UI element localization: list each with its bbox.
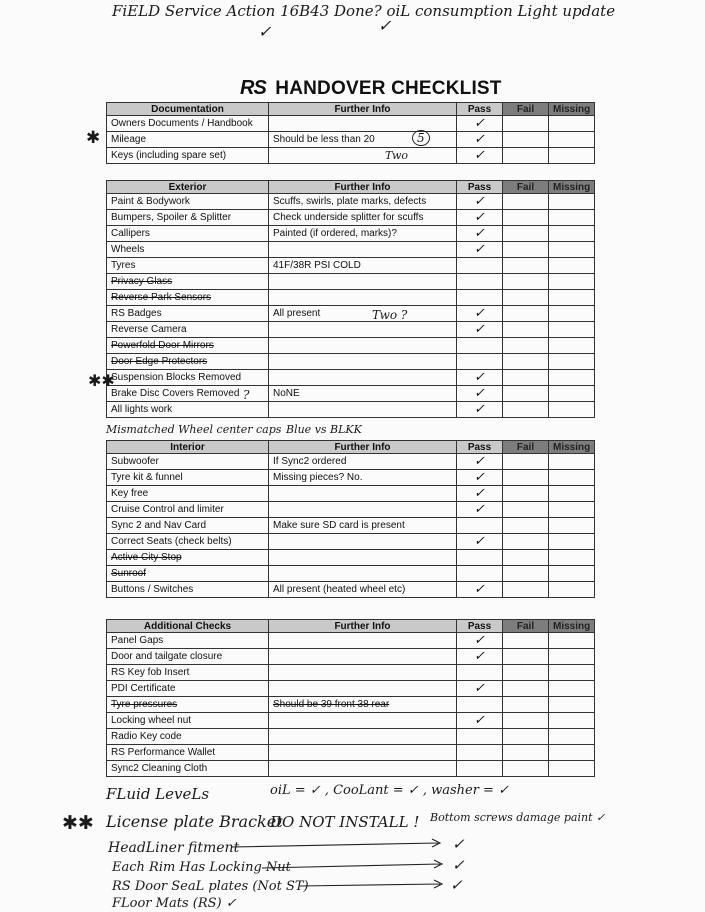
fail-header: Fail (503, 441, 549, 454)
badges-annotation: Two ? (372, 308, 408, 322)
headliner-note: HeadLiner fitment (108, 840, 240, 856)
header-handwritten-note: FiELD Service Action 16B43 Done? oiL consumption Light update (112, 2, 616, 20)
item-cell: Mileage (107, 132, 269, 148)
further-info-cell (269, 681, 457, 697)
fail-cell (503, 274, 549, 290)
table-row (107, 148, 595, 164)
table-row (107, 633, 595, 649)
further-info-cell (269, 486, 457, 502)
pass-cell (457, 550, 503, 566)
item-cell: Sunroof (107, 566, 269, 582)
fail-cell (503, 210, 549, 226)
missing-cell (549, 697, 595, 713)
missing-cell (549, 713, 595, 729)
further-info-cell (269, 274, 457, 290)
item-cell: Suspension Blocks Removed (107, 370, 269, 386)
blue-vs-black-note: Blue vs BLKK (286, 423, 362, 436)
table-header-row (107, 620, 595, 633)
section-heading: Additional Checks (107, 620, 269, 633)
further-info-cell: Missing pieces? No. (269, 470, 457, 486)
pass-cell (457, 745, 503, 761)
fail-cell (503, 454, 549, 470)
item-cell: Door Edge Protectors (107, 354, 269, 370)
further-info-cell: Painted (if ordered, marks)? (269, 226, 457, 242)
section-heading: Exterior (107, 181, 269, 194)
mileage-star-annotation: ✱ (86, 128, 101, 148)
item-cell: Tyres (107, 258, 269, 274)
fail-cell (503, 713, 549, 729)
pass-cell (457, 258, 503, 274)
pass-cell: ✓ (457, 582, 503, 598)
missing-cell (549, 502, 595, 518)
table-row (107, 338, 595, 354)
item-cell: Callipers (107, 226, 269, 242)
missing-header: Missing (549, 441, 595, 454)
further-info-header: Further Info (269, 441, 457, 454)
missing-cell (549, 470, 595, 486)
documentation-table (106, 102, 595, 164)
item-cell: Sync2 Cleaning Cloth (107, 761, 269, 777)
table-row (107, 582, 595, 598)
pass-cell: ✓ (457, 534, 503, 550)
further-info-cell (269, 370, 457, 386)
pass-cell (457, 274, 503, 290)
fail-cell (503, 486, 549, 502)
table-row (107, 534, 595, 550)
table-row (107, 386, 595, 402)
pass-cell: ✓ (457, 370, 503, 386)
item-cell: Tyre kit & funnel (107, 470, 269, 486)
missing-header: Missing (549, 620, 595, 633)
fail-cell (503, 242, 549, 258)
fail-cell (503, 502, 549, 518)
pass-cell (457, 729, 503, 745)
table-row (107, 226, 595, 242)
fail-cell (503, 649, 549, 665)
table-row (107, 681, 595, 697)
fail-cell (503, 582, 549, 598)
pass-cell: ✓ (457, 306, 503, 322)
further-info-cell: If Sync2 ordered (269, 454, 457, 470)
missing-cell (549, 338, 595, 354)
further-info-cell: All present (269, 306, 457, 322)
pass-cell: ✓ (457, 322, 503, 338)
pass-cell (457, 665, 503, 681)
fail-header: Fail (503, 181, 549, 194)
further-info-cell: Should be 39 front 38 rear (269, 697, 457, 713)
item-cell: Reverse Camera (107, 322, 269, 338)
table-row (107, 761, 595, 777)
fail-cell (503, 322, 549, 338)
item-cell: Owners Documents / Handbook (107, 116, 269, 132)
door-seal-note: RS Door SeaL plates (Not ST) (112, 879, 309, 894)
pass-cell: ✓ (457, 502, 503, 518)
further-info-cell: All present (heated wheel etc) (269, 582, 457, 598)
fail-cell (503, 761, 549, 777)
missing-cell (549, 386, 595, 402)
further-info-cell: 41F/38R PSI COLD (269, 258, 457, 274)
table-row (107, 454, 595, 470)
exterior-table (106, 180, 595, 418)
item-cell: Wheels (107, 242, 269, 258)
pass-cell: ✓ (457, 226, 503, 242)
suspension-star-annotation: ✱✱ (88, 371, 115, 390)
table-row (107, 354, 595, 370)
fail-cell (503, 258, 549, 274)
table-row (107, 290, 595, 306)
missing-cell (549, 370, 595, 386)
further-info-cell (269, 290, 457, 306)
pass-cell (457, 518, 503, 534)
further-info-cell (269, 550, 457, 566)
missing-cell (549, 306, 595, 322)
further-info-cell (269, 633, 457, 649)
keys-annotation: Two (385, 149, 408, 162)
bottom-screws-note: Bottom screws damage paint ✓ (430, 811, 606, 824)
fail-cell (503, 148, 549, 164)
fail-cell (503, 194, 549, 210)
further-info-cell (269, 338, 457, 354)
missing-cell (549, 761, 595, 777)
pass-cell: ✓ (457, 454, 503, 470)
item-cell: RS Key fob Insert (107, 665, 269, 681)
table-row (107, 132, 595, 148)
arrow-check-mark: ✓ (450, 876, 463, 894)
table-row (107, 370, 595, 386)
table-row (107, 566, 595, 582)
missing-cell (549, 290, 595, 306)
missing-cell (549, 242, 595, 258)
table-row (107, 697, 595, 713)
fail-cell (503, 354, 549, 370)
pass-header: Pass (457, 441, 503, 454)
fail-cell (503, 402, 549, 418)
further-info-cell (269, 534, 457, 550)
item-cell: Sync 2 and Nav Card (107, 518, 269, 534)
table-row (107, 649, 595, 665)
missing-cell (549, 633, 595, 649)
missing-cell (549, 322, 595, 338)
missing-cell (549, 194, 595, 210)
item-cell: All lights work (107, 402, 269, 418)
missing-cell (549, 132, 595, 148)
pass-cell: ✓ (457, 386, 503, 402)
section-heading: Interior (107, 441, 269, 454)
item-cell: Privacy Glass (107, 274, 269, 290)
fail-cell (503, 681, 549, 697)
missing-cell (549, 148, 595, 164)
mileage-value-annotation (412, 130, 430, 146)
missing-cell (549, 274, 595, 290)
item-cell: Buttons / Switches (107, 582, 269, 598)
item-cell: Powerfold Door Mirrors (107, 338, 269, 354)
table-row (107, 665, 595, 681)
item-cell: Reverse Park Sensors (107, 290, 269, 306)
missing-cell (549, 518, 595, 534)
item-cell: PDI Certificate (107, 681, 269, 697)
pass-cell (457, 761, 503, 777)
missing-cell (549, 566, 595, 582)
footer-stars: ✱✱ (62, 812, 94, 834)
further-info-cell (269, 354, 457, 370)
further-info-cell (269, 713, 457, 729)
item-cell: Key free (107, 486, 269, 502)
pass-cell: ✓ (457, 210, 503, 226)
pass-header: Pass (457, 181, 503, 194)
interior-table (106, 440, 595, 598)
table-row (107, 306, 595, 322)
fail-cell (503, 534, 549, 550)
pass-cell: ✓ (457, 194, 503, 210)
arrow-check-mark: ✓ (452, 856, 465, 874)
item-cell: RS Badges (107, 306, 269, 322)
item-cell: Tyre pressures (107, 697, 269, 713)
further-info-cell (269, 242, 457, 258)
fail-cell (503, 116, 549, 132)
further-info-cell (269, 502, 457, 518)
further-info-cell (269, 148, 457, 164)
further-info-cell (269, 649, 457, 665)
item-cell: Locking wheel nut (107, 713, 269, 729)
table-header-row (107, 103, 595, 116)
pass-cell: ✓ (457, 681, 503, 697)
fail-cell (503, 370, 549, 386)
pass-cell (457, 697, 503, 713)
further-info-cell: NoNE (269, 386, 457, 402)
pass-cell: ✓ (457, 402, 503, 418)
pass-cell: ✓ (457, 132, 503, 148)
table-row (107, 258, 595, 274)
further-info-cell: Scuffs, swirls, plate marks, defects (269, 194, 457, 210)
arrow-door-seal (300, 880, 442, 888)
item-cell: Door and tailgate closure (107, 649, 269, 665)
item-cell: Panel Gaps (107, 633, 269, 649)
table-row (107, 550, 595, 566)
pass-cell: ✓ (457, 470, 503, 486)
arrow-check-mark: ✓ (452, 835, 465, 853)
item-cell: Correct Seats (check belts) (107, 534, 269, 550)
additional-table (106, 619, 595, 777)
table-row (107, 713, 595, 729)
further-info-cell (269, 566, 457, 582)
table-row (107, 322, 595, 338)
missing-cell (549, 534, 595, 550)
fail-cell (503, 665, 549, 681)
pass-cell: ✓ (457, 633, 503, 649)
fluid-checks-note: oiL = ✓ , CooLant = ✓ , washer = ✓ (270, 783, 509, 798)
item-cell: Bumpers, Spoiler & Splitter (107, 210, 269, 226)
missing-cell (549, 582, 595, 598)
fail-cell (503, 386, 549, 402)
arrow-headliner (232, 839, 440, 847)
item-cell: Cruise Control and limiter (107, 502, 269, 518)
pass-cell: ✓ (457, 486, 503, 502)
missing-cell (549, 454, 595, 470)
license-plate-note: License plate Bracket (106, 812, 283, 831)
fail-cell (503, 132, 549, 148)
pass-header: Pass (457, 620, 503, 633)
fail-cell (503, 470, 549, 486)
missing-header: Missing (549, 103, 595, 116)
rim-locking-note: Each Rim Has Locking Nut (112, 860, 291, 875)
item-cell: Brake Disc Covers Removed (107, 386, 269, 402)
pass-cell (457, 354, 503, 370)
missing-cell (549, 210, 595, 226)
pass-cell (457, 290, 503, 306)
fail-cell (503, 226, 549, 242)
missing-cell (549, 486, 595, 502)
rs-logo: RS (240, 77, 266, 99)
fail-cell (503, 633, 549, 649)
fail-cell (503, 306, 549, 322)
table-row (107, 274, 595, 290)
mileage-circled-value: 5 (412, 130, 430, 146)
missing-cell (549, 681, 595, 697)
fluid-levels-note: FLuid LeveLs (106, 785, 210, 803)
further-info-cell (269, 322, 457, 338)
table-row (107, 210, 595, 226)
further-info-cell (269, 402, 457, 418)
further-info-header: Further Info (269, 181, 457, 194)
table-row (107, 745, 595, 761)
table-header-row (107, 181, 595, 194)
further-info-cell: Check underside splitter for scuffs (269, 210, 457, 226)
further-info-cell (269, 761, 457, 777)
fail-cell (503, 550, 549, 566)
table-row (107, 486, 595, 502)
item-cell: Subwoofer (107, 454, 269, 470)
fail-cell (503, 566, 549, 582)
floor-mats-note: FLoor Mats (RS) ✓ (112, 896, 237, 911)
table-row (107, 402, 595, 418)
further-info-header: Further Info (269, 620, 457, 633)
missing-cell (549, 649, 595, 665)
pass-cell: ✓ (457, 649, 503, 665)
section-heading: Documentation (107, 103, 269, 116)
brake-question-annotation: ? (243, 388, 250, 402)
pass-cell: ✓ (457, 116, 503, 132)
page-title-text: HANDOVER CHECKLIST (275, 78, 502, 99)
missing-header: Missing (549, 181, 595, 194)
pass-cell (457, 338, 503, 354)
missing-cell (549, 745, 595, 761)
table-row (107, 729, 595, 745)
item-cell: Keys (including spare set) (107, 148, 269, 164)
further-info-header: Further Info (269, 103, 457, 116)
item-cell: Active City Stop (107, 550, 269, 566)
pass-cell (457, 566, 503, 582)
pass-header: Pass (457, 103, 503, 116)
table-row (107, 194, 595, 210)
header-check-mark: ✓ (258, 22, 272, 41)
header-check-mark: ✓ (378, 16, 392, 35)
item-cell: RS Performance Wallet (107, 745, 269, 761)
mismatch-caps-note: Mismatched Wheel center caps (106, 423, 282, 436)
table-row (107, 242, 595, 258)
further-info-cell (269, 745, 457, 761)
further-info-cell (269, 729, 457, 745)
fail-cell (503, 518, 549, 534)
table-row (107, 502, 595, 518)
table-row (107, 470, 595, 486)
item-cell: Paint & Bodywork (107, 194, 269, 210)
further-info-cell (269, 665, 457, 681)
page-title (240, 77, 502, 100)
fail-cell (503, 729, 549, 745)
table-row (107, 116, 595, 132)
missing-cell (549, 665, 595, 681)
missing-cell (549, 258, 595, 274)
missing-cell (549, 402, 595, 418)
pass-cell: ✓ (457, 713, 503, 729)
further-info-cell: Make sure SD card is present (269, 518, 457, 534)
fail-cell (503, 697, 549, 713)
pass-cell: ✓ (457, 148, 503, 164)
further-info-cell: Should be less than 20 (269, 132, 457, 148)
pass-cell: ✓ (457, 242, 503, 258)
fail-cell (503, 338, 549, 354)
table-header-row (107, 441, 595, 454)
missing-cell (549, 354, 595, 370)
do-not-install-note: DO NOT INSTALL ! (270, 813, 420, 831)
fail-header: Fail (503, 620, 549, 633)
item-cell: Radio Key code (107, 729, 269, 745)
fail-header: Fail (503, 103, 549, 116)
fail-cell (503, 290, 549, 306)
missing-cell (549, 729, 595, 745)
missing-cell (549, 116, 595, 132)
missing-cell (549, 226, 595, 242)
fail-cell (503, 745, 549, 761)
missing-cell (549, 550, 595, 566)
table-row (107, 518, 595, 534)
